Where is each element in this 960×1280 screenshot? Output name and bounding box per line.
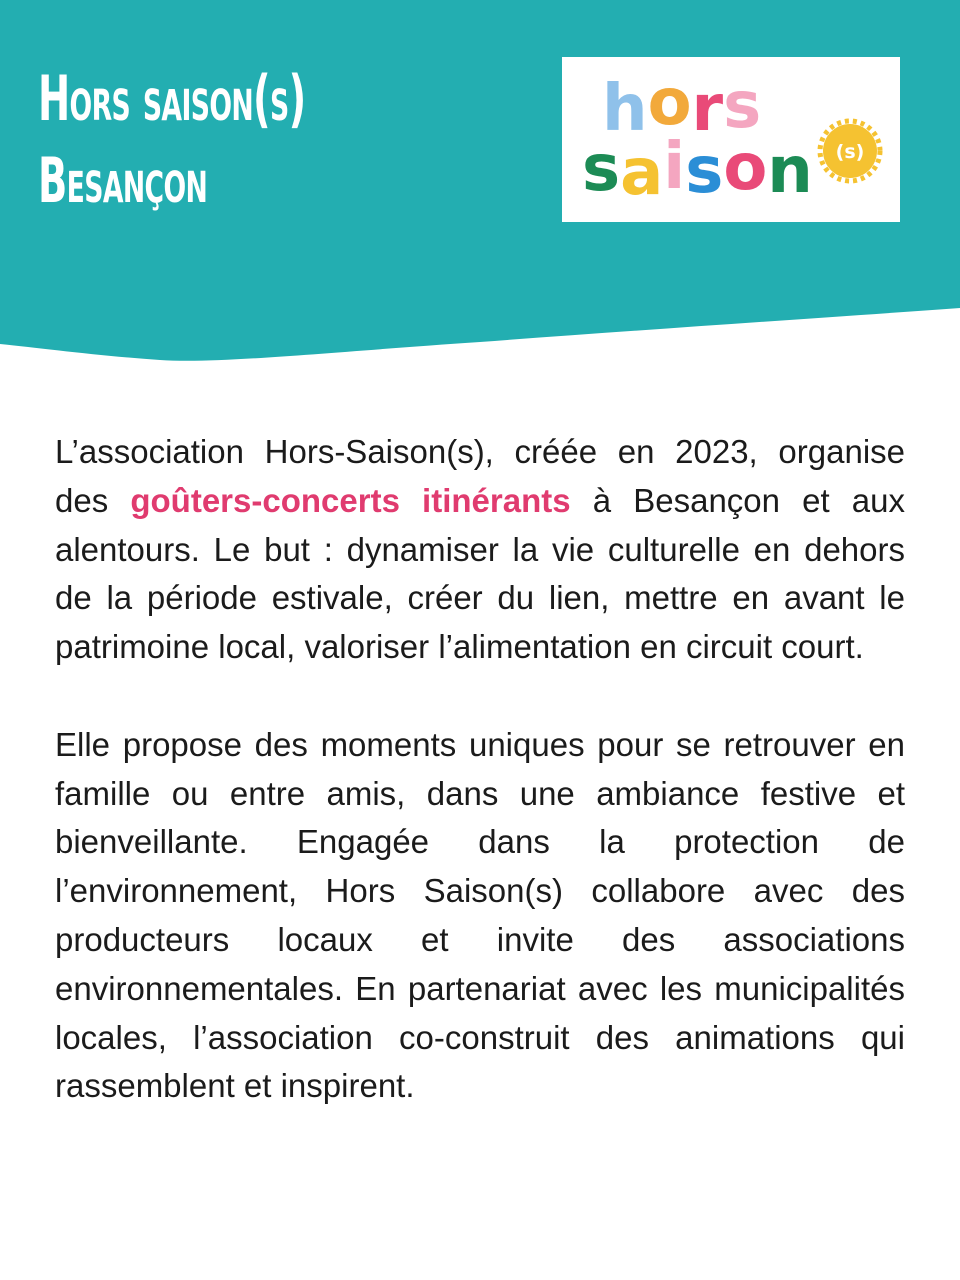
logo-letter: r	[691, 72, 724, 146]
logo-letter: a	[620, 136, 664, 210]
logo-sun-badge	[820, 121, 880, 181]
logo-word-saison	[582, 130, 813, 210]
logo-letter: s	[685, 134, 724, 208]
logo-letter: s	[723, 69, 762, 143]
hors-saison-logo	[562, 57, 900, 222]
title-line-1: Hors saison(s)	[38, 62, 306, 135]
paragraph-intro-start: L’association Hors-Saison(s), créée en 2023, organise des	[55, 433, 905, 519]
logo-badge-text: (s)	[835, 141, 865, 163]
logo-letter: s	[582, 132, 621, 206]
main-content	[55, 428, 905, 1111]
paragraph-intro	[55, 428, 905, 672]
page-title	[38, 58, 306, 222]
paragraph-mission: Elle propose des moments uniques pour se retrouver en famille ou entre amis, dans une ambiance festive et bienveillante. Engagée dans la protection de l’environnement, Hors Saison(s) collabore avec des producteurs locaux et invite des associations environnementales. En partenariat avec les municipalités locales, l’association co-construit des animations qui rassemblent et inspirent.	[55, 725, 905, 1105]
title-line-2: Besançon	[38, 144, 208, 217]
logo-letter: n	[767, 134, 813, 208]
logo-letter: o	[647, 66, 692, 140]
logo-letter: i	[663, 130, 686, 204]
paragraph-intro-end: à Besançon et aux alentours. Le but : dynamiser la vie culturelle en dehors de la période estivale, créer du lien, mettre en avant le patrimoine local, valoriser l’alimentation en circuit court.	[55, 481, 906, 666]
highlight-gouters-concerts: goûters-concerts itinérants	[130, 481, 571, 519]
logo-letter: o	[723, 131, 768, 205]
logo-graphic	[562, 57, 900, 222]
logo-letter: h	[602, 72, 648, 146]
